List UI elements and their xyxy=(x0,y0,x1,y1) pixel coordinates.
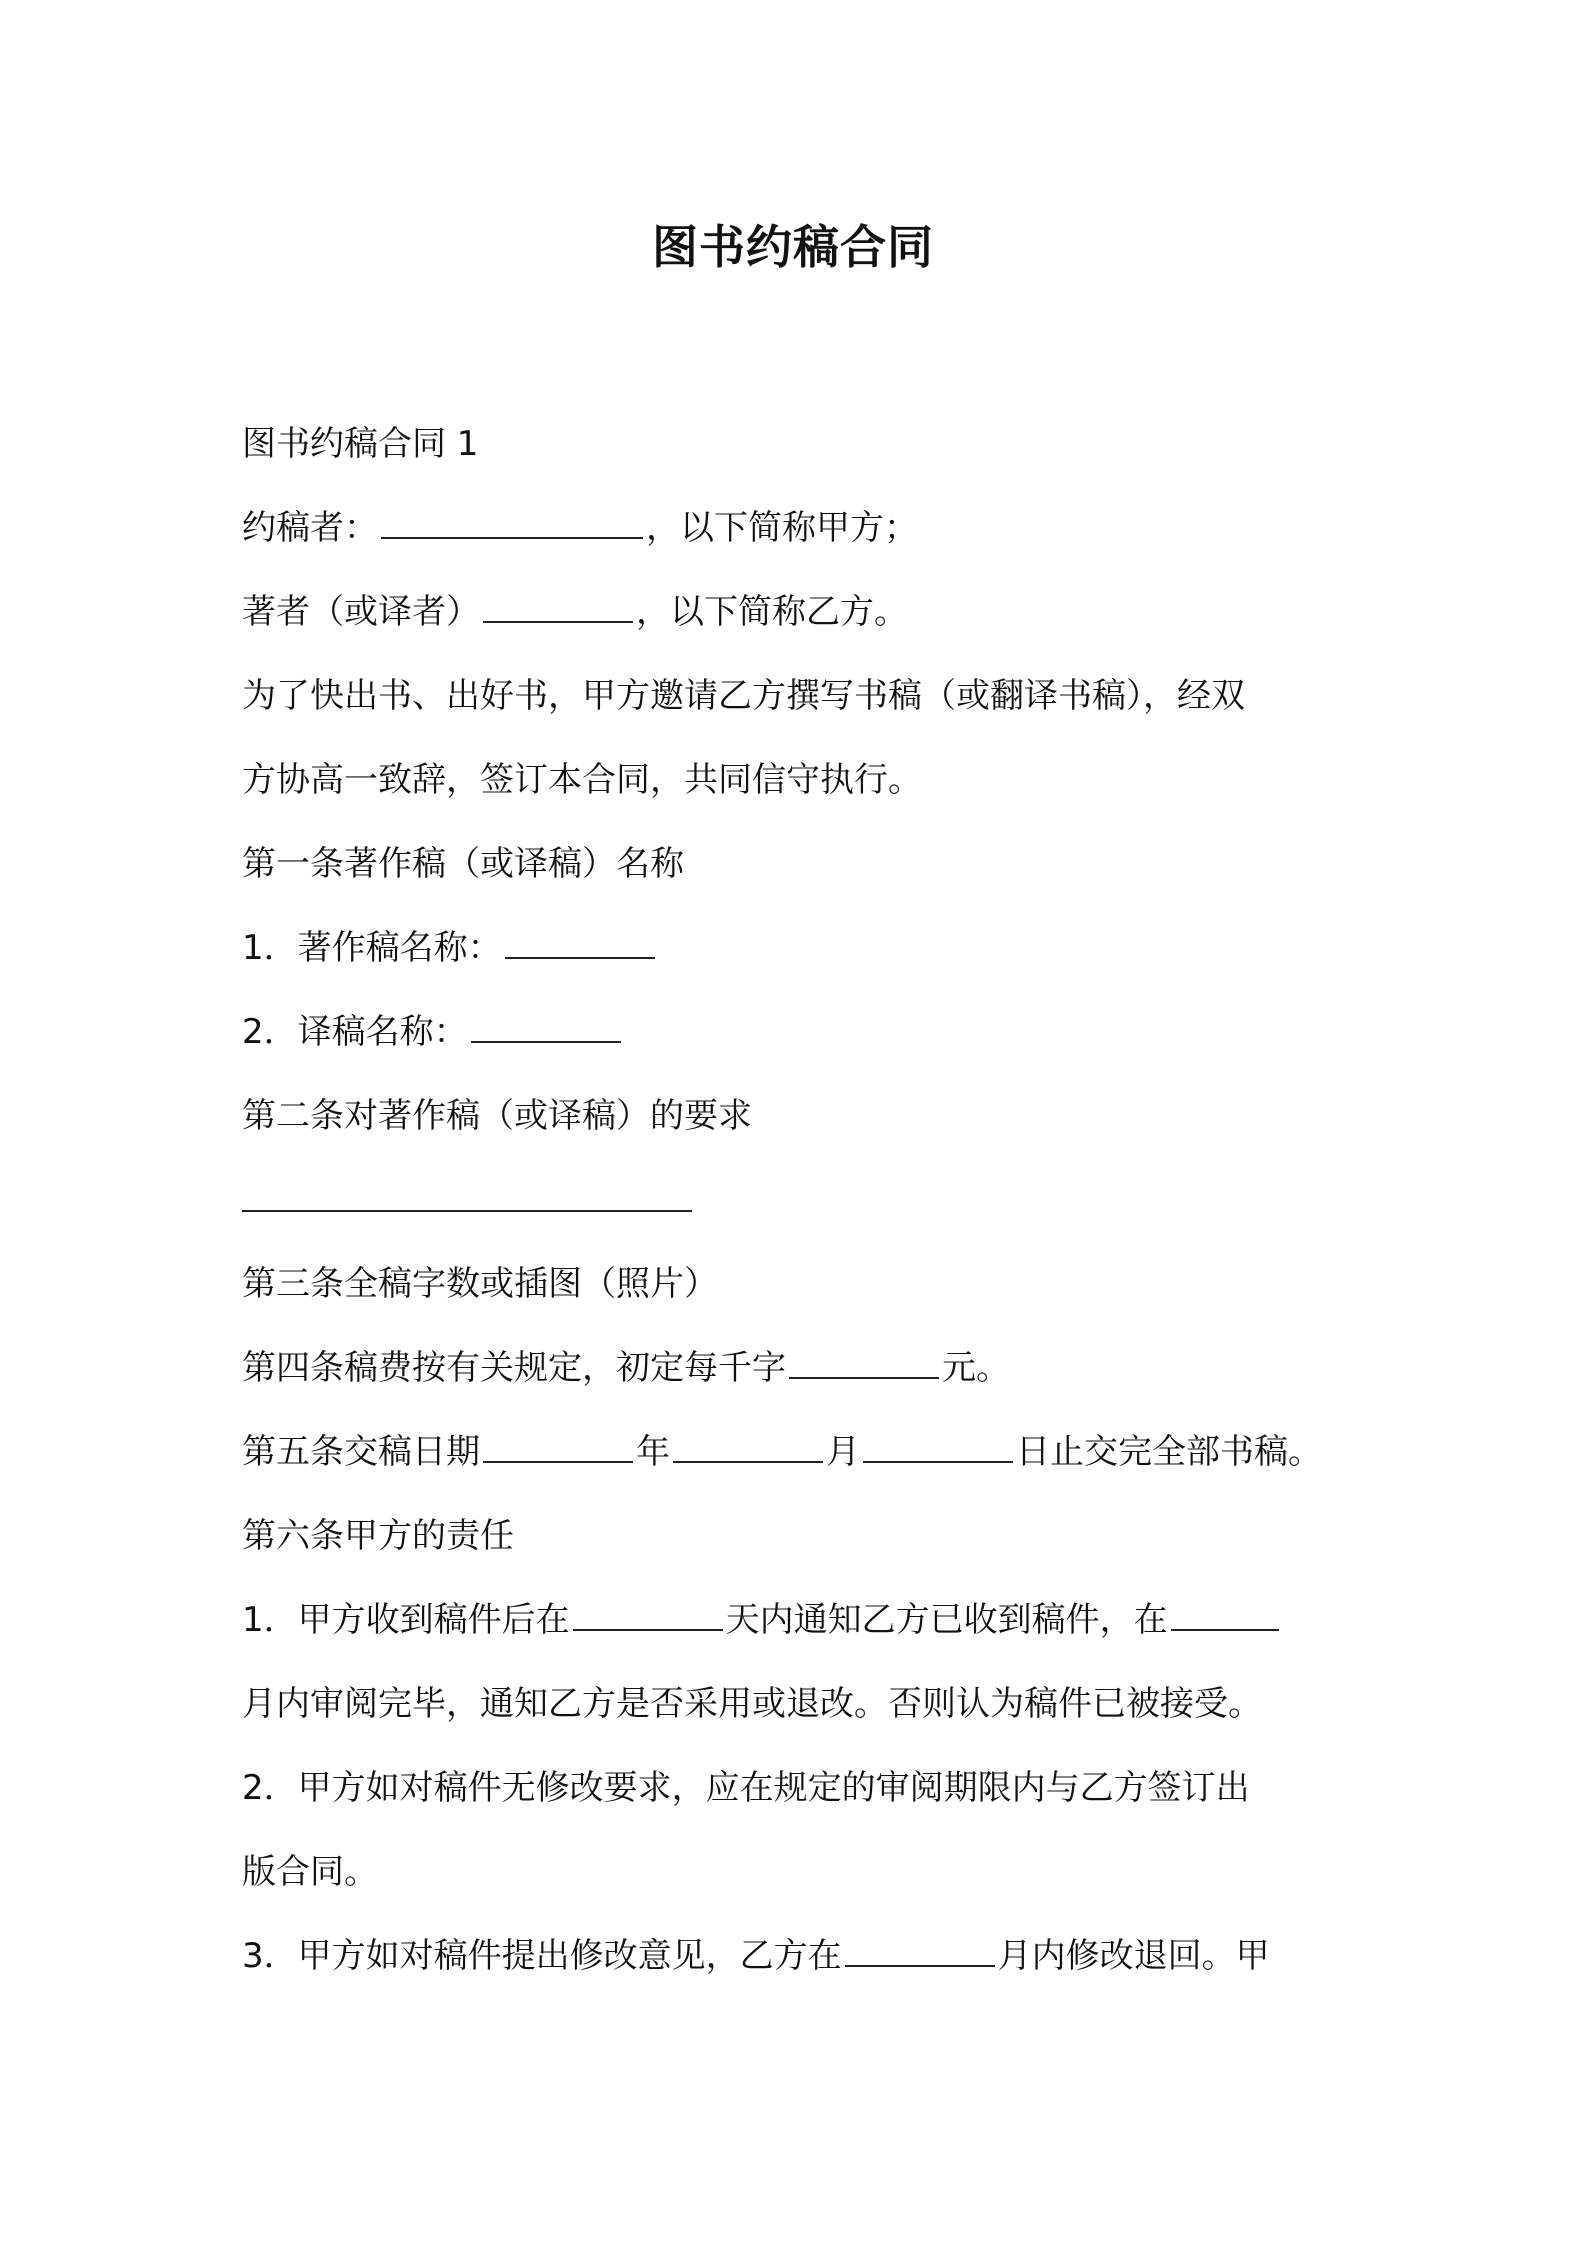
text-segment: 第二条对著作稿（或译稿）的要求 xyxy=(242,1096,752,1136)
fill-in-blank xyxy=(483,591,633,623)
text-line xyxy=(242,906,1352,990)
fill-in-blank xyxy=(789,1347,939,1379)
text-line xyxy=(242,738,1352,822)
text-segment: 第三条全稿字数或插图（照片） xyxy=(242,1264,718,1304)
article-heading xyxy=(242,1494,1352,1578)
text-segment: 日止交完全部书稿。 xyxy=(1016,1432,1322,1472)
text-segment: 1．甲方收到稿件后在 xyxy=(242,1600,570,1640)
text-line xyxy=(242,1578,1352,1662)
text-line xyxy=(242,654,1352,738)
text-segment: 第六条甲方的责任 xyxy=(242,1516,514,1556)
fill-in-blank xyxy=(381,507,643,539)
fill-in-blank xyxy=(1171,1599,1279,1631)
fill-in-blank xyxy=(845,1935,995,1967)
text-segment: 月内审阅完毕，通知乙方是否采用或退改。否则认为稿件已被接受。 xyxy=(242,1684,1262,1724)
text-segment: 天内通知乙方已收到稿件，在 xyxy=(725,1600,1168,1640)
text-line xyxy=(242,990,1352,1074)
text-segment: 方协高一致辞，签订本合同，共同信守执行。 xyxy=(242,760,922,800)
text-line xyxy=(242,486,1352,570)
text-line xyxy=(242,1410,1352,1494)
text-segment: 约稿者： xyxy=(242,508,378,548)
text-segment: 2．甲方如对稿件无修改要求，应在规定的审阅期限内与乙方签订出 xyxy=(242,1768,1250,1808)
document-body xyxy=(242,402,1352,1998)
text-line xyxy=(242,1914,1352,1998)
text-segment: 元。 xyxy=(942,1348,1010,1388)
fill-in-blank xyxy=(471,1011,621,1043)
fill-in-blank xyxy=(573,1599,723,1631)
text-segment: 第一条著作稿（或译稿）名称 xyxy=(242,844,684,884)
fill-in-blank xyxy=(242,1210,692,1212)
text-line xyxy=(242,1746,1352,1830)
text-segment: 1．著作稿名称： xyxy=(242,928,502,968)
text-segment: 月内修改退回。甲 xyxy=(997,1936,1270,1976)
text-segment: 年 xyxy=(636,1432,670,1472)
text-segment: 第四条稿费按有关规定，初定每千字 xyxy=(242,1348,786,1388)
text-segment: 版合同。 xyxy=(242,1852,378,1892)
text-segment: 为了快出书、出好书，甲方邀请乙方撰写书稿（或翻译书稿），经双 xyxy=(242,676,1245,716)
text-segment: 3．甲方如对稿件提出修改意见，乙方在 xyxy=(242,1936,842,1976)
text-segment: 月 xyxy=(826,1432,860,1472)
section-heading xyxy=(242,402,1352,486)
contract-subtitle: 图书约稿合同 1 xyxy=(242,424,479,464)
text-segment: 第五条交稿日期 xyxy=(242,1432,480,1472)
blank-line xyxy=(242,1158,1352,1242)
text-segment: 著者（或译者） xyxy=(242,592,480,632)
text-line xyxy=(242,1326,1352,1410)
article-heading xyxy=(242,822,1352,906)
text-line xyxy=(242,570,1352,654)
article-heading xyxy=(242,1074,1352,1158)
fill-in-blank xyxy=(505,927,655,959)
document-title: 图书约稿合同 xyxy=(652,220,934,274)
text-line xyxy=(242,1662,1352,1746)
fill-in-blank xyxy=(863,1431,1013,1463)
text-line xyxy=(242,1830,1352,1914)
fill-in-blank xyxy=(673,1431,823,1463)
text-segment: 2．译稿名称： xyxy=(242,1012,468,1052)
text-segment: ，以下简称甲方； xyxy=(646,508,918,548)
text-segment: ，以下简称乙方。 xyxy=(636,592,908,632)
article-heading xyxy=(242,1242,1352,1326)
fill-in-blank xyxy=(483,1431,633,1463)
